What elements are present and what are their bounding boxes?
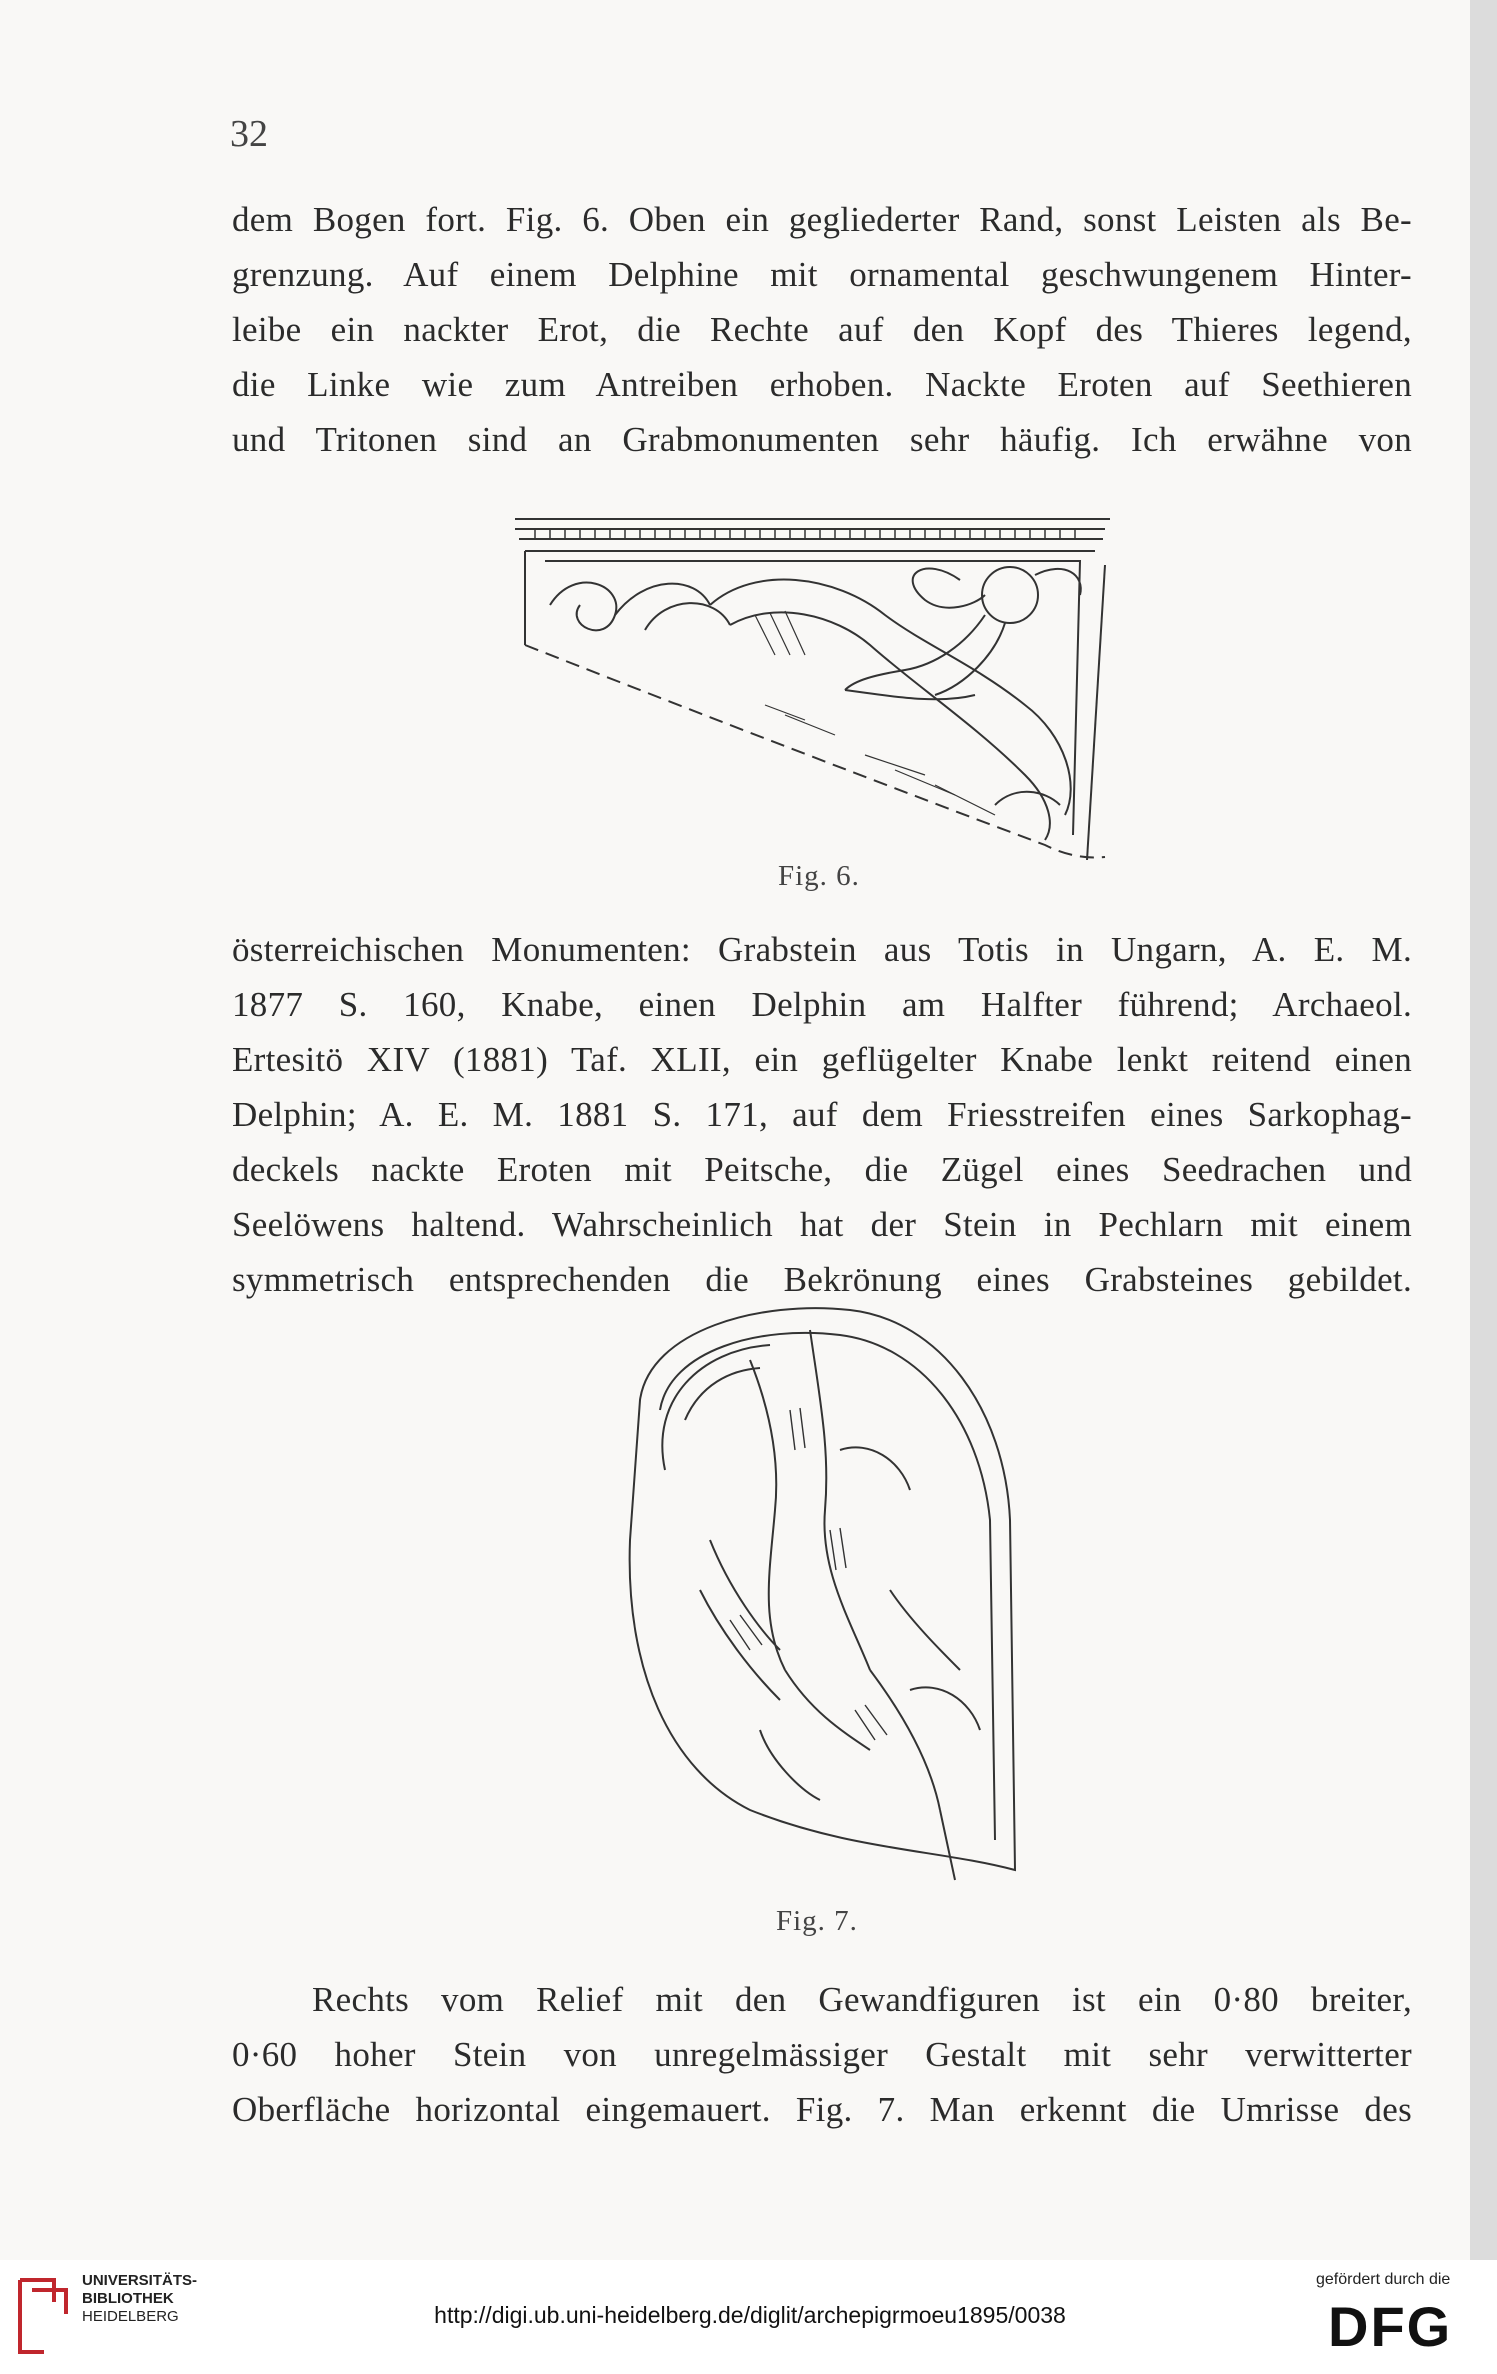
text-line: deckels nackte Eroten mit Peitsche, die Zügel eines Seedrachen und (232, 1150, 1412, 1189)
paragraph-3 (232, 1972, 1412, 2137)
text-line: dem Bogen fort. Fig. 6. Oben ein gegliederter Rand, sonst Leisten als Be- (232, 200, 1412, 239)
page-number: 32 (230, 113, 268, 155)
paragraph-2 (232, 922, 1412, 1307)
text-line: und Tritonen sind an Grabmonumenten sehr häufig. Ich erwähne von (232, 420, 1412, 459)
paragraph-1 (232, 192, 1412, 467)
sponsor-caption: gefördert durch die (1316, 2271, 1451, 2288)
library-line: HEIDELBERG (82, 2308, 179, 2325)
library-line: BIBLIOTHEK (82, 2290, 174, 2307)
source-url[interactable]: http://digi.ub.uni-heidelberg.de/diglit/archepigrmoeu1895/0038 (434, 2302, 1066, 2328)
text-line: Delphin; A. E. M. 1881 S. 171, auf dem Friesstreifen eines Sarkophag- (232, 1095, 1412, 1134)
text-line: 0·60 hoher Stein von unregelmässiger Gestalt mit sehr verwitterter (232, 2035, 1412, 2074)
text-line: Rechts vom Relief mit den Gewandfiguren ist ein 0·80 breiter, (312, 1980, 1412, 2019)
library-line: UNIVERSITÄTS- (82, 2272, 198, 2289)
dfg-logo: DFG (1328, 2295, 1453, 2358)
text-line: leibe ein nackter Erot, die Rechte auf den Kopf des Thieres legend, (232, 310, 1412, 349)
text-line: Seelöwens haltend. Wahrscheinlich hat der Stein in Pechlarn mit einem (232, 1205, 1412, 1244)
text-line: Oberfläche horizontal eingemauert. Fig. 7. Man erkennt die Umrisse des (232, 2090, 1412, 2129)
page-edge (1470, 0, 1497, 2260)
library-name (82, 2272, 197, 2326)
figure-6-caption: Fig. 6. (778, 860, 860, 892)
text-line: grenzung. Auf einem Delphine mit ornamental geschwungenem Hinter- (232, 255, 1412, 294)
text-line: die Linke wie zum Antreiben erhoben. Nackte Eroten auf Seethieren (232, 365, 1412, 404)
figure-7-caption: Fig. 7. (776, 1905, 858, 1937)
text-line: symmetrisch entsprechenden die Bekrönung eines Grabsteines gebildet. (232, 1260, 1412, 1299)
text-line: Ertesitö XIV (1881) Taf. XLII, ein geflügelter Knabe lenkt reitend einen (232, 1040, 1412, 1079)
text-line: österreichischen Monumenten: Grabstein aus Totis in Ungarn, A. E. M. (232, 930, 1412, 969)
library-logo-icon (14, 2272, 74, 2360)
text-line: 1877 S. 160, Knabe, einen Delphin am Halfter führend; Archaeol. (232, 985, 1412, 1024)
figure-7-drawing (610, 1290, 1020, 1890)
figure-6-drawing (505, 505, 1115, 870)
